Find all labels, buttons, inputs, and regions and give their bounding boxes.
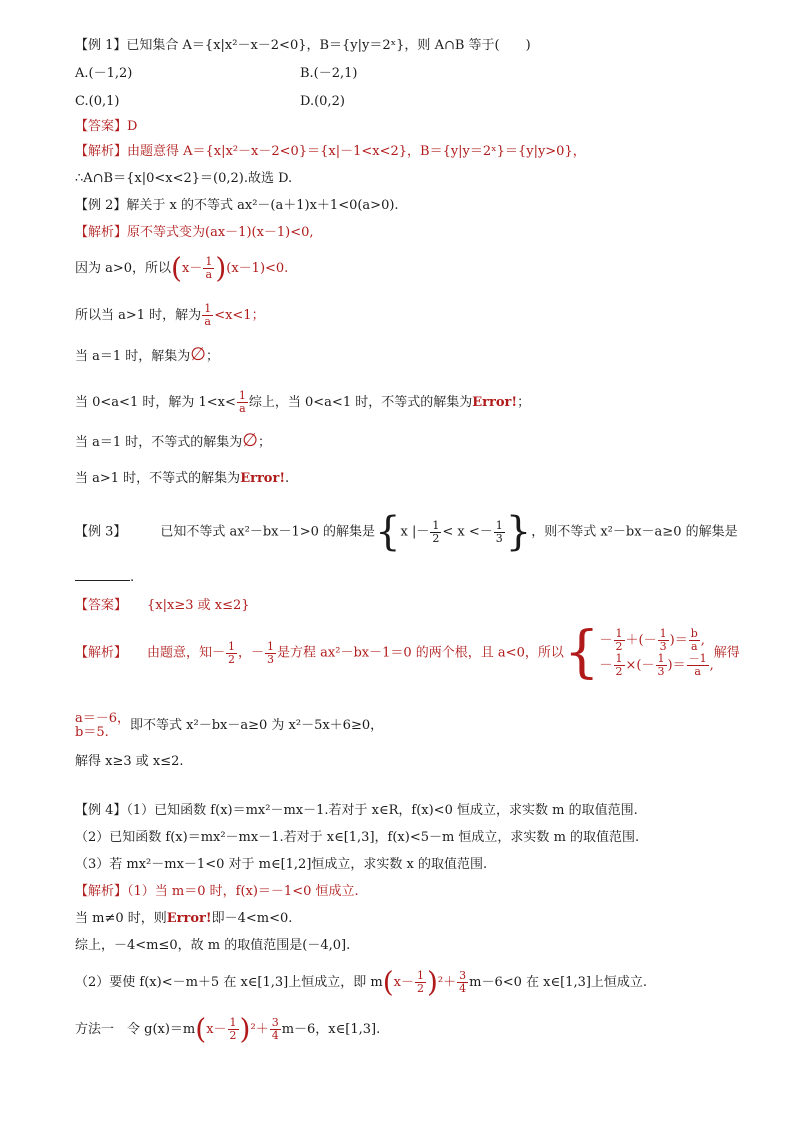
- step-text: 所以当 a>1 时，解为: [75, 308, 202, 323]
- result-b: b＝5.: [75, 725, 109, 740]
- ex2-step-6: [75, 432, 271, 452]
- ex2-step-4: [75, 346, 219, 366]
- fraction: $\frac{1}{a}$: [205, 255, 213, 281]
- step-text: 当 0<a<1 时，解为 1<x<: [75, 395, 236, 410]
- analysis-text: 即不等式 x²－bx－a≥0 为 x²－5x＋6≥0，: [130, 718, 384, 733]
- analysis-text: 当 m≠0 时，则: [75, 911, 167, 926]
- answer-value: {x|x≥3 或 x≤2}: [147, 598, 250, 613]
- math-text: (x－1)<0.: [226, 261, 289, 276]
- analysis-text: 由题意得 A＝{x|x²－x－2<0}＝{x|－1<x<2}，B＝{y|y＝2ˣ}＝{y|y>0}，: [127, 144, 586, 159]
- ex4-question-3: （3）若 mx²－mx－1<0 对于 m∈[1,2]恒成立，求实数 x 的取值范围.: [75, 857, 488, 872]
- ex3-analysis-1: 【解析】 由题意，知－ $\frac{1}{2}$ ，－ $\frac{1}{3}$ 是方程 ax²－bx－1＝0 的两个根，且 a<0，所以{ － $\frac{1}{2}$ ＋(－ $\frac{1}{3}$ )＝ $\frac{b}{a}$ , － $\frac{1}{2}$ ×(－ $\frac{1}{3}$ )＝ $\frac{-1}{a}$ , 解得: [75, 620, 740, 685]
- step-text: ；: [517, 395, 531, 410]
- ex4-analysis-4: （2）要使 f(x)<－m＋5 在 x∈[1,3]上恒成立，即 m(x－ $\frac{1}{2}$ )²＋ $\frac{3}{4}$ m－6<0 在 x∈[1,3]上恒成立.: [75, 965, 648, 999]
- step-text: 综上，当 0<a<1 时，不等式的解集为: [248, 395, 473, 410]
- analysis-text: 解得: [713, 645, 740, 661]
- ex2-step-1: [75, 224, 314, 242]
- analysis-text: （1）当 m＝0 时，f(x)＝－1<0 恒成立.: [127, 884, 359, 899]
- ex2-step-3: [75, 303, 265, 328]
- ex2-question: 【例 2】解关于 x 的不等式 ax²－(a＋1)x＋1<0(a>0).: [75, 198, 399, 213]
- ex2-step-5: [75, 390, 530, 415]
- ex2-step-2: 因为 a>0，所以(x－ $\frac{1}{a}$ )(x－1)<0.: [75, 251, 289, 285]
- math-text: x |－: [400, 524, 430, 540]
- result-a: a＝－6，: [75, 711, 131, 726]
- analysis-text: m－6，x∈[1,3].: [281, 1022, 381, 1037]
- fraction: $\frac{1}{2}$: [229, 1016, 237, 1042]
- math-text: <x<1；: [214, 308, 265, 323]
- question-text: ，则不等式 x²－bx－a≥0 的解集是: [531, 524, 738, 540]
- error-field: Error!: [472, 395, 518, 410]
- ex1-option-b: B.(－2,1): [300, 66, 358, 81]
- step-text: 当 a＝1 时，解集为: [75, 349, 191, 364]
- equation-system: － $\frac{1}{2}$ ＋(－ $\frac{1}{3}$ )＝ $\frac{b}{a}$ , － $\frac{1}{2}$ ×(－ $\frac{1}{3}$ )＝ $\frac{-1}{a}$ ,: [599, 627, 714, 678]
- fraction: $\frac{1}{2}$: [432, 518, 440, 545]
- error-field: Error!: [240, 471, 286, 486]
- fraction: $\frac{1}{a}$: [238, 389, 246, 415]
- ex4-analysis-5: 方法一 令 g(x)＝m(x－ $\frac{1}{2}$ )²＋ $\frac{3}{4}$ m－6，x∈[1,3].: [75, 1012, 381, 1046]
- step-text: 当 a>1 时，不等式的解集为: [75, 471, 241, 486]
- ex2-step-7: [75, 470, 289, 488]
- ex3-analysis-3: 解得 x≥3 或 x≤2.: [75, 754, 184, 769]
- analysis-text: 是方程 ax²－bx－1＝0 的两个根，且 a<0，所以: [277, 645, 564, 661]
- analysis-text: ，－: [238, 645, 265, 661]
- step-text: 原不等式变为(ax－1)(x－1)<0,: [127, 225, 314, 240]
- answer-value: D: [127, 119, 138, 134]
- math-text: x－: [206, 1022, 227, 1037]
- ex3-blank-line: [75, 566, 134, 587]
- ex3-result-system: [75, 712, 383, 740]
- step-text: ；: [257, 435, 271, 450]
- question-text: 已知不等式 ax²－bx－1>0 的解集是: [160, 524, 376, 540]
- ex1-option-c: C.(0,1): [75, 94, 120, 109]
- example-tag: 【例 3】: [75, 524, 127, 540]
- math-text: x－: [393, 975, 414, 990]
- fraction: $\frac{1}{3}$: [267, 639, 275, 666]
- fraction: $\frac{3}{4}$: [459, 969, 467, 995]
- analysis-text: 即－4<m<0.: [211, 911, 293, 926]
- analysis-tag: 【解析】: [75, 645, 128, 661]
- analysis-text: 由题意，知－: [147, 645, 226, 661]
- ex1-option-a: A.(－1,2): [75, 66, 133, 81]
- ex4-analysis-2: [75, 910, 292, 928]
- ex1-option-d: D.(0,2): [300, 94, 345, 109]
- analysis-text: 方法一 令 g(x)＝m: [75, 1022, 196, 1037]
- analysis-text: m－6<0 在 x∈[1,3]上恒成立.: [469, 975, 648, 990]
- ex1-answer: [75, 118, 137, 136]
- fraction: $\frac{1}{2}$: [416, 969, 424, 995]
- ex3-question: 【例 3】 已知不等式 ax²－bx－1>0 的解集是{x |－ $\frac{1}{2}$ < x <－ $\frac{1}{3}$ }，则不等式 x²－bx－a≥0 的解集是: [75, 509, 738, 555]
- math-text: < x <－: [442, 524, 493, 540]
- ex4-question-2: （2）已知函数 f(x)＝mx²－mx－1.若对于 x∈[1,3]，f(x)<5－m 恒成立，求实数 m 的取值范围.: [75, 830, 640, 845]
- empty-set-symbol: ∅: [242, 430, 258, 451]
- step-text: 当 a＝1 时，不等式的解集为: [75, 435, 243, 450]
- math-text: ²＋: [250, 1022, 269, 1037]
- ex4-analysis-3: 综上，－4<m≤0，故 m 的取值范围是(－4,0].: [75, 938, 351, 953]
- fraction: $\frac{1}{a}$: [204, 302, 212, 328]
- ex4-analysis-1: [75, 883, 359, 901]
- fraction: $\frac{1}{3}$: [495, 518, 503, 545]
- analysis-tag: 【解析】: [75, 884, 128, 899]
- analysis-text: （2）要使 f(x)<－m＋5 在 x∈[1,3]上恒成立，即 m: [75, 975, 383, 990]
- fraction: $\frac{3}{4}$: [271, 1016, 279, 1042]
- question-text: .: [130, 570, 135, 585]
- answer-blank: [75, 566, 130, 581]
- analysis-tag: 【解析】: [75, 225, 128, 240]
- empty-set-symbol: ∅: [190, 344, 206, 365]
- step-text: 因为 a>0，所以: [75, 261, 172, 276]
- step-text: .: [285, 471, 290, 486]
- math-text: x－: [181, 261, 203, 276]
- ex1-analysis-2: ∴A∩B＝{x|0<x<2}＝(0,2).故选 D.: [75, 171, 293, 186]
- ex1-question: 【例 1】已知集合 A＝{x|x²－x－2<0}，B＝{y|y＝2ˣ}，则 A∩B 等于( ): [75, 38, 531, 53]
- ex1-analysis-1: [75, 143, 586, 161]
- step-text: ；: [205, 349, 219, 364]
- answer-tag: 【答案】: [75, 598, 128, 613]
- ex4-question-1: 【例 4】（1）已知函数 f(x)＝mx²－mx－1.若对于 x∈R，f(x)<0 恒成立，求实数 m 的取值范围.: [75, 803, 638, 818]
- fraction: $\frac{1}{2}$: [228, 639, 236, 666]
- ex3-answer: [75, 597, 250, 615]
- math-text: ²＋: [437, 975, 457, 990]
- error-field: Error!: [166, 911, 212, 926]
- answer-tag: 【答案】: [75, 119, 128, 134]
- analysis-tag: 【解析】: [75, 144, 128, 159]
